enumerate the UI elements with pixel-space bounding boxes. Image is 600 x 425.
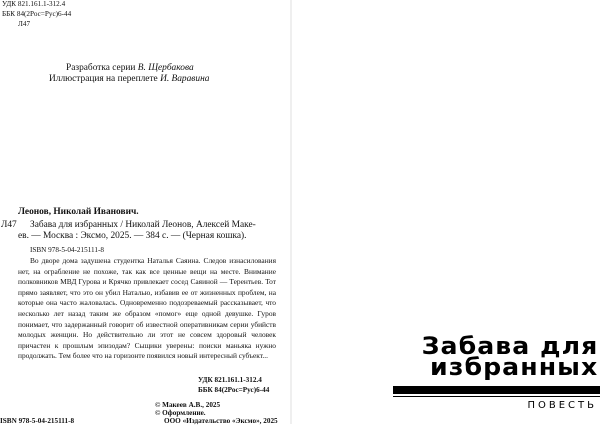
- annotation-text: Во дворе дома задушена студентка Наталья Саяина. Следов изнасилования нет, на ограбление не похоже, так как все ценные вещи на месте. Внимание полковников МВД Гурова и Крячко привлекает сосед Саяиной — Терентьев. Тот прямо заявляет, что это он убил Наталью, избавив ее от жизненных проблем, на которые она часто жаловалась. Одновременно подозреваемый рассказывает, что несколько лет назад таким же образом «помог» еще одной девушке. Гуров понимает, что задержанный говорит об известной оперативникам серии убийств молодых женщин. Но действительно ли этот не совсем здоровый человек причастен к прошлым эпизодам? Сыщики уверены: поиски маньяка нужно продолжать. Тем более что на горизонте появился новый интересный субъект...: [18, 256, 276, 361]
- series-person: В. Щербакова: [137, 63, 194, 73]
- copyright-line-3: ООО «Издательство «Эксмо», 2025: [164, 417, 278, 425]
- title-rule-thin: [393, 396, 600, 397]
- bib-line-2: ев. — Москва : Эксмо, 2025. — 384 с. — (Черная кошка).: [18, 231, 247, 241]
- author-mark-top: Л47: [18, 20, 31, 28]
- copyright-line-2: © Оформление.: [155, 409, 206, 417]
- isbn-bottom: ISBN 978-5-04-215111-8: [0, 417, 75, 425]
- copyright-line-1: © Макеев А.В., 2025: [155, 401, 221, 409]
- author-heading: Леонов, Николай Иванович.: [18, 207, 139, 217]
- right-page: [292, 0, 600, 424]
- isbn-line: ISBN 978-5-04-215111-8: [30, 246, 104, 254]
- illustration-label: Иллюстрация на переплете: [49, 74, 158, 84]
- genre-label: ПОВЕСТЬ: [527, 400, 597, 411]
- series-label: Разработка серии: [66, 63, 136, 73]
- series-credit: [66, 63, 194, 74]
- udk-code-top: УДК 821.161.1-312.4: [2, 0, 66, 8]
- title-rule-thick: [393, 386, 600, 394]
- illustration-credit: [49, 74, 209, 85]
- bib-line-1: Забава для избранных / Николай Леонов, Алексей Маке-: [30, 220, 256, 230]
- author-mark: Л47: [1, 220, 17, 230]
- bbk-code-top: ББК 84(2Рос=Рус)6-44: [2, 10, 72, 18]
- illustration-person: И. Варавина: [160, 74, 210, 84]
- book-title: [421, 332, 598, 381]
- title-line-2: избранных: [429, 353, 598, 381]
- bbk-code-bottom: ББК 84(2Рос=Рус)6-44: [198, 386, 270, 394]
- title-line-1: Забава для: [421, 332, 598, 360]
- left-page: [0, 0, 290, 424]
- udk-code-bottom: УДК 821.161.1-312.4: [198, 376, 262, 384]
